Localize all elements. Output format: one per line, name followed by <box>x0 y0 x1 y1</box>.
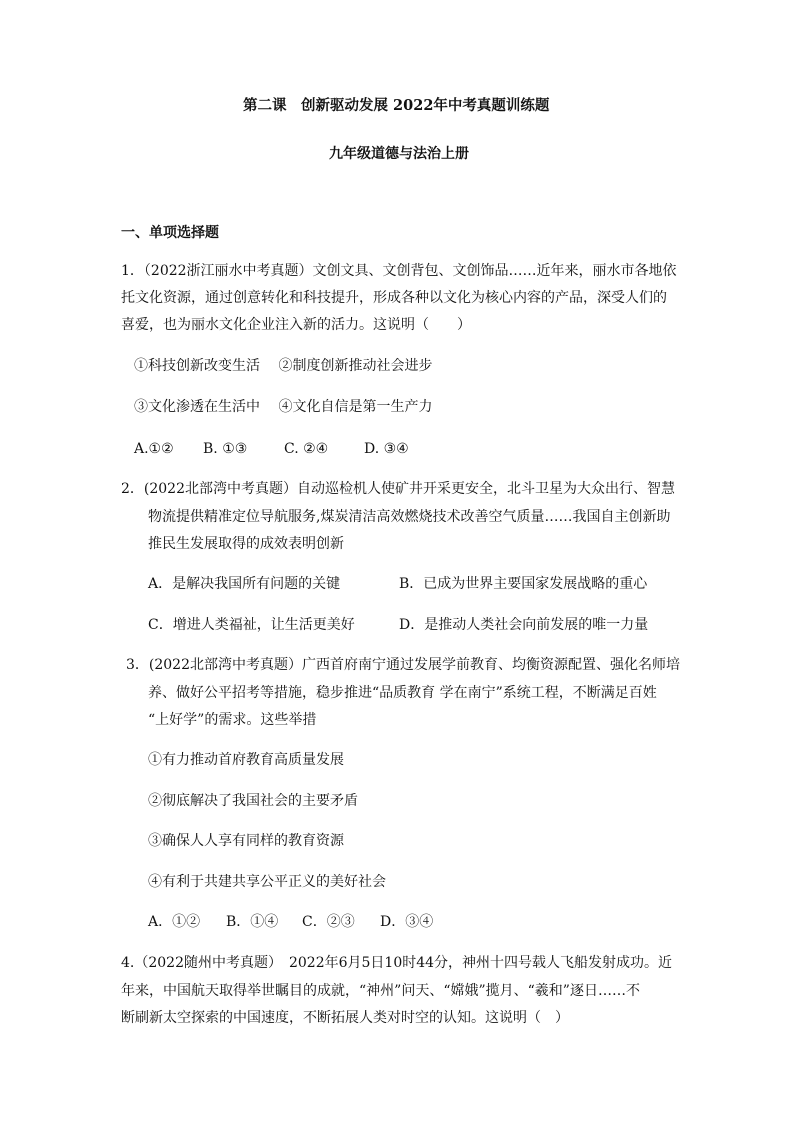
statement-line: ③文化渗透在生活中 ④文化自信是第一生产力 <box>134 399 433 415</box>
option-b: B. ①③ <box>203 441 248 457</box>
document-subtitle: 九年级道德与法治上册 <box>329 146 469 162</box>
document-title: 第二课 创新驱动发展 2022年中考真题训练题 <box>243 97 550 114</box>
question-text-line: 物流提供精准定位导航服务,煤炭清洁高效燃烧技术改善空气质量……我国自主创新助 <box>148 509 671 525</box>
question-text-line: 养、做好公平招考等措施，稳步推进“品质教育 学在南宁”系统工程，不断满足百姓 <box>148 685 657 701</box>
option-b: B．已成为世界主要国家发展战略的重心 <box>399 576 648 592</box>
question-text-line: 断刷新太空探索的中国速度，不断拓展人类对时空的认知。这说明（ ） <box>121 1010 569 1026</box>
question-text-line: 推民生发展取得的成效表明创新 <box>148 536 344 552</box>
option-d: D．是推动人类社会向前发展的唯一力量 <box>399 617 649 633</box>
question-text-line: 2．(2022北部湾中考真题）自动巡检机人使矿井开采更安全，北斗卫星为大众出行、智慧 <box>121 481 675 497</box>
option-c: C．增进人类福祉，让生活更美好 <box>148 617 355 633</box>
section-heading: 一、单项选择题 <box>121 225 219 241</box>
option-c: C. ②④ <box>284 441 329 457</box>
statement-line: ③确保人人享有同样的教育资源 <box>148 833 344 849</box>
option-a: A．①② <box>148 914 201 930</box>
option-a: A.①② <box>134 441 174 457</box>
question-text-line: 托文化资源，通过创意转化和科技提升，形成各种以文化为核心内容的产品，深受人们的 <box>121 290 667 306</box>
option-d: D. ③④ <box>364 441 409 457</box>
statement-line: ①科技创新改变生活 ②制度创新推动社会进步 <box>134 358 433 374</box>
question-text-line: 1．（2022浙江丽水中考真题）文创文具、文创背包、文创饰品……近年来，丽水市各地依 <box>121 263 677 279</box>
option-c: C．②③ <box>302 914 355 930</box>
statement-line: ④有利于共建共享公平正义的美好社会 <box>148 874 386 890</box>
question-text-line: 4.（2022随州中考真题） 2022年6月5日10时44分，神州十四号载人飞船发射成功。近 <box>121 955 673 971</box>
option-d: D．③④ <box>380 914 434 930</box>
statement-line: ②彻底解决了我国社会的主要矛盾 <box>148 793 358 809</box>
question-text-line: 喜爱，也为丽水文化企业注入新的活力。这说明（ ） <box>121 317 471 333</box>
option-b: B．①④ <box>226 914 279 930</box>
statement-line: ①有力推动首府教育高质量发展 <box>148 752 344 768</box>
question-text-line: 年来，中国航天取得举世瞩目的成就，“神州”问天、“嫦娥”揽月、“羲和”逐日……不 <box>121 983 640 999</box>
option-a: A．是解决我国所有问题的关键 <box>148 576 341 592</box>
question-text-line: “上好学”的需求。这些举措 <box>148 712 317 728</box>
question-text-line: 3．(2022北部湾中考真题）广西首府南宁通过发展学前教育、均衡资源配置、强化名师培 <box>126 657 680 673</box>
